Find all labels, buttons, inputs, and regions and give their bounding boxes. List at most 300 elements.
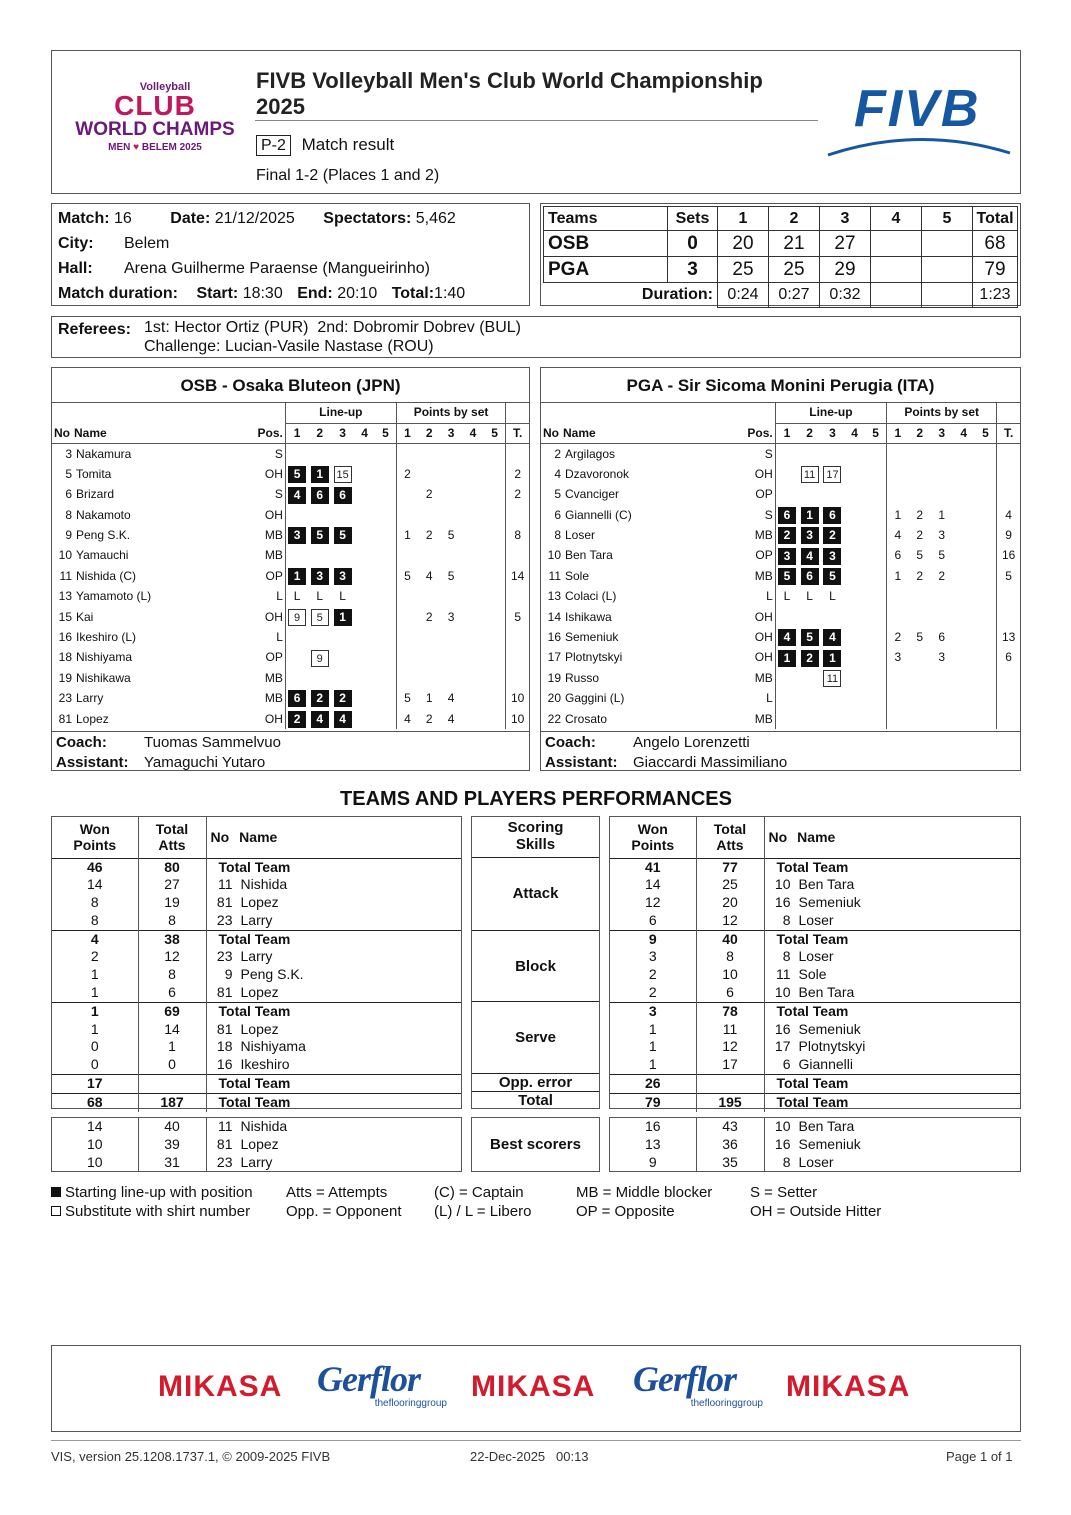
total-atts: 0 <box>138 1056 206 1074</box>
player-no: 18 <box>216 1038 233 1055</box>
lineup-cell <box>865 648 886 668</box>
team-b-title: PGA - Sir Sicoma Monini Perugia (ITA) <box>541 368 1020 403</box>
footer-rule <box>51 1440 1021 1441</box>
team-code: PGA <box>544 257 668 283</box>
player-row <box>541 627 1020 647</box>
player-total <box>997 709 1020 729</box>
total-atts: 27 <box>138 876 206 894</box>
set-points <box>462 525 484 545</box>
player-name: Larry <box>240 911 273 928</box>
player-cell <box>764 1093 1020 1111</box>
lineup-cell <box>354 525 375 545</box>
set-points <box>887 444 909 464</box>
lineup-cell <box>798 627 821 647</box>
lineup-cell <box>821 546 844 566</box>
player-row <box>541 668 1020 688</box>
lineup-cell <box>308 688 331 708</box>
won-points: 1 <box>610 1056 696 1074</box>
set-points: 5 <box>396 688 418 708</box>
player-row <box>610 984 1020 1002</box>
player-cell <box>764 1038 1020 1056</box>
total-atts: 40 <box>138 1118 206 1136</box>
team-b-staff <box>541 731 1020 774</box>
total-header: Total <box>973 207 1018 231</box>
best-scorer-row <box>610 1118 1020 1136</box>
player-pos: OH <box>264 609 283 624</box>
total-points: 68 <box>973 231 1018 257</box>
player-row <box>52 1038 461 1056</box>
starting-position: 6 <box>823 507 841 524</box>
set-points: 6 <box>938 629 946 644</box>
legend-item: Opp. = Opponent <box>286 1203 402 1220</box>
scores-header <box>544 207 1018 231</box>
won-points: 8 <box>52 912 138 930</box>
set-5-header: 5 <box>922 207 973 231</box>
starting-position: 3 <box>311 568 329 585</box>
player-cell <box>206 1154 461 1172</box>
referees-line-1 <box>144 318 521 338</box>
player-name: Semeniuk <box>565 629 619 644</box>
player-cell <box>52 505 256 525</box>
score-row-osb <box>544 231 1018 257</box>
player-name: Nishida (C) <box>76 568 137 583</box>
player-total: 9 <box>997 525 1020 545</box>
player-row <box>52 505 529 525</box>
player-row <box>541 485 1020 505</box>
starting-position: 6 <box>801 568 819 585</box>
match-row-3 <box>58 256 523 281</box>
set-points <box>396 627 418 647</box>
skill-total: Total <box>472 1091 599 1109</box>
set-points <box>931 709 953 729</box>
fivb-logo-text: FIVB <box>854 80 981 138</box>
player-name: Loser <box>798 911 834 928</box>
set-points: 5 <box>916 548 923 563</box>
player-total <box>506 668 529 688</box>
roster-blank <box>52 403 256 423</box>
player-pos: OH <box>264 507 283 522</box>
set-points <box>462 668 484 688</box>
player-row <box>52 546 529 566</box>
player-row <box>52 688 529 708</box>
start-time: 18:30 <box>242 285 283 302</box>
player-pos: OH <box>754 650 773 665</box>
player-name: Plotnytskyi <box>565 650 623 665</box>
player-name: Plotnytskyi <box>798 1038 866 1055</box>
starting-position: 5 <box>823 568 841 585</box>
player-name: Ben Tara <box>798 984 855 1001</box>
player-cell <box>206 858 461 876</box>
lineup-cell <box>775 607 798 627</box>
lineup-cell <box>775 627 798 647</box>
gerflor-logo-text: Gerflor <box>317 1359 420 1399</box>
player-pos: MB <box>754 711 773 726</box>
gerflor-logo-sub: theflooringgroup <box>374 1398 447 1409</box>
player-cell <box>764 1118 1020 1136</box>
lineup-cell <box>354 546 375 566</box>
player-row <box>52 485 529 505</box>
player-name: Total Team <box>776 930 849 947</box>
set-points <box>484 444 506 464</box>
roster-col-header <box>52 423 529 443</box>
starting-position: 3 <box>334 568 352 585</box>
lineup-cell <box>821 444 844 464</box>
scores-table <box>543 206 1018 308</box>
match-info-box <box>51 203 530 306</box>
total-atts: 17 <box>696 1056 764 1074</box>
set-points: 3 <box>938 528 946 543</box>
lineup-cell <box>375 525 396 545</box>
total-atts: 20 <box>696 894 764 912</box>
player-row <box>52 525 529 545</box>
no-header: No <box>54 425 70 440</box>
set-points <box>887 688 909 708</box>
total-atts: 12 <box>696 1038 764 1056</box>
player-name: Total Team <box>776 1093 849 1110</box>
lineup-cell <box>285 648 308 668</box>
best-scorer-row <box>52 1136 461 1154</box>
set-points <box>931 464 953 484</box>
player-cell <box>52 546 256 566</box>
set-points <box>440 464 462 484</box>
mikasa-logo: MIKASA <box>158 1370 283 1403</box>
roster-group-header <box>52 403 529 423</box>
player-name: Dzavoronok <box>565 466 630 481</box>
set-score: 25 <box>769 257 820 283</box>
lineup-cell <box>821 485 844 505</box>
player-row <box>541 709 1020 729</box>
lineup-cell <box>798 505 821 525</box>
set-points: 5 <box>447 568 455 583</box>
player-cell <box>541 648 745 668</box>
coach-name: Angelo Lorenzetti <box>633 734 750 751</box>
lineup-cell <box>865 525 886 545</box>
match-row-4 <box>58 281 523 306</box>
match-row-1 <box>58 206 523 231</box>
set-score: 21 <box>769 231 820 257</box>
header-box <box>51 50 1021 194</box>
player-no: 11 <box>217 876 233 893</box>
player-row <box>610 1021 1020 1039</box>
spectators-label: Spectators: <box>323 210 412 227</box>
lineup-cell <box>331 668 354 688</box>
won-points: 10 <box>52 1136 138 1154</box>
footer-version: VIS, version 25.1208.1737.1, © 2009-2025 FIVB <box>51 1449 331 1464</box>
assistant-label: Assistant: <box>545 754 618 771</box>
lineup-cell <box>844 464 865 484</box>
skill-block: Block <box>472 930 599 1002</box>
won-points: 79 <box>610 1093 696 1111</box>
starting-position: 2 <box>334 690 352 707</box>
player-name: Giannelli (C) <box>565 507 632 522</box>
set-points <box>931 587 953 607</box>
set-score <box>871 257 922 283</box>
total-atts: 14 <box>138 1021 206 1039</box>
player-cell <box>206 948 461 966</box>
player-no: 6 <box>554 507 561 522</box>
roster-table-a <box>52 403 529 729</box>
substitute-number: 9 <box>311 650 329 667</box>
player-pos: MB <box>264 670 283 685</box>
player-name: Russo <box>565 670 600 685</box>
set-number: 1 <box>396 423 418 443</box>
player-no: 11 <box>775 966 791 983</box>
set-number: 5 <box>484 423 506 443</box>
set-points <box>975 587 997 607</box>
referees-label: Referees: <box>58 321 131 338</box>
starting-position: 3 <box>778 548 796 565</box>
scores-box <box>540 203 1021 306</box>
best-skills <box>471 1117 600 1172</box>
won-points: 0 <box>52 1038 138 1056</box>
set-number: 2 <box>418 423 440 443</box>
total-atts: 77 <box>696 858 764 876</box>
player-no: 81 <box>216 1135 233 1152</box>
lineup-cell <box>331 546 354 566</box>
total-atts: 8 <box>696 948 764 966</box>
teams-header: Teams <box>544 207 668 231</box>
player-total <box>997 485 1020 505</box>
lineup-cell <box>354 505 375 525</box>
lineup-cell <box>331 709 354 729</box>
lineup-cell <box>844 607 865 627</box>
lineup-cell <box>844 546 865 566</box>
name-header: Name <box>239 829 278 846</box>
lineup-cell <box>865 709 886 729</box>
player-total <box>506 648 529 668</box>
starting-position: 5 <box>311 527 329 544</box>
lineup-cell <box>375 444 396 464</box>
player-no: 11 <box>217 1118 233 1134</box>
player-row <box>52 984 461 1002</box>
set-points <box>462 546 484 566</box>
set-points <box>953 709 975 729</box>
lineup-cell <box>354 709 375 729</box>
total-atts: 43 <box>696 1118 764 1136</box>
set-points <box>975 505 997 525</box>
player-pos: MB <box>264 691 283 706</box>
lineup-cell <box>844 566 865 586</box>
player-row <box>52 566 529 586</box>
hall-label: Hall: <box>58 260 93 277</box>
set-number: 1 <box>887 423 909 443</box>
lineup-cell <box>865 688 886 708</box>
player-pos: S <box>274 487 283 502</box>
set-points <box>418 444 440 464</box>
set-duration <box>922 283 973 308</box>
player-no: 2 <box>554 446 561 461</box>
player-name: Nakamura <box>76 446 132 461</box>
player-cell <box>764 858 1020 876</box>
roster-blank <box>541 403 745 423</box>
set-points <box>396 648 418 668</box>
player-cell <box>541 709 745 729</box>
lineup-cell <box>354 648 375 668</box>
starting-position: 1 <box>334 609 352 626</box>
lineup-cell <box>375 668 396 688</box>
player-no: 16 <box>774 1135 791 1152</box>
match-label: Match: <box>58 210 110 227</box>
player-cell <box>541 587 745 607</box>
player-row <box>52 1021 461 1039</box>
set-points <box>909 464 931 484</box>
won-points: 16 <box>610 1118 696 1136</box>
player-row <box>52 948 461 966</box>
player-no: 15 <box>58 609 72 624</box>
player-pos: OP <box>755 548 773 563</box>
player-pos: OP <box>755 487 773 502</box>
lineup-cell <box>285 464 308 484</box>
substitute-number: 11 <box>823 670 841 687</box>
player-pos: L <box>276 589 283 604</box>
roster-blank <box>997 403 1020 423</box>
player-name: Ben Tara <box>565 548 613 563</box>
player-pos: MB <box>754 568 773 583</box>
set-points <box>953 546 975 566</box>
total-atts <box>696 1075 764 1094</box>
player-row <box>541 464 1020 484</box>
player-cell <box>206 1136 461 1154</box>
player-row <box>52 894 461 912</box>
player-no: 5 <box>554 487 561 502</box>
player-name: Semeniuk <box>798 894 861 911</box>
player-no: 18 <box>58 650 72 665</box>
set-number: 4 <box>844 423 865 443</box>
won-points: 13 <box>610 1136 696 1154</box>
player-name: Brizard <box>76 487 115 502</box>
player-total: 14 <box>506 566 529 586</box>
lineup-cell <box>821 709 844 729</box>
set-points <box>931 668 953 688</box>
legend-item: (L) / L = Libero <box>434 1203 532 1220</box>
set-points <box>484 688 506 708</box>
set-points <box>396 505 418 525</box>
total-atts-header: Total Atts <box>138 817 206 858</box>
set-points <box>484 607 506 627</box>
logo-sub <box>60 140 250 156</box>
player-pos: OH <box>754 609 773 624</box>
player-name: Kai <box>76 609 94 624</box>
lineup-cell <box>331 648 354 668</box>
perf-header-row <box>52 817 461 858</box>
lineup-header: Line-up <box>775 403 886 423</box>
set-points <box>440 505 462 525</box>
player-pos: OH <box>754 466 773 481</box>
player-pos: L <box>276 629 283 644</box>
title-rule <box>255 120 818 121</box>
set-points <box>953 566 975 586</box>
lineup-cell <box>844 444 865 464</box>
legend-item: (C) = Captain <box>434 1184 524 1201</box>
player-cell <box>52 587 256 607</box>
player-name: Total Team <box>218 1075 291 1092</box>
player-name: Ishikawa <box>565 609 612 624</box>
legend-item: OH = Outside Hitter <box>750 1203 882 1220</box>
player-cell <box>764 948 1020 966</box>
set-score <box>922 231 973 257</box>
set-points: 5 <box>396 566 418 586</box>
perf-team-a <box>51 816 462 1109</box>
won-points: 1 <box>610 1038 696 1056</box>
lineup-cell <box>375 648 396 668</box>
player-total: 6 <box>997 648 1020 668</box>
legend-item: S = Setter <box>750 1184 818 1201</box>
lineup-cell <box>308 444 331 464</box>
duration-row <box>544 283 1018 308</box>
skill-opp-error: Opp. error <box>472 1073 599 1091</box>
player-total: 5 <box>997 566 1020 586</box>
lineup-cell <box>798 485 821 505</box>
player-no: 81 <box>216 984 233 1001</box>
total-atts: 36 <box>696 1136 764 1154</box>
lineup-cell <box>354 485 375 505</box>
filled-square-icon <box>51 1187 61 1197</box>
player-cell <box>52 464 256 484</box>
empty-square-icon <box>51 1206 61 1216</box>
set-points <box>975 546 997 566</box>
player-pos: S <box>764 446 773 461</box>
gerflor-logo <box>633 1360 763 1409</box>
set-points <box>484 587 506 607</box>
lineup-cell <box>775 648 798 668</box>
player-cell <box>541 525 745 545</box>
lineup-cell: L <box>285 587 308 607</box>
set-points: 2 <box>916 568 923 583</box>
lineup-cell <box>821 648 844 668</box>
player-row <box>52 587 529 607</box>
player-total: 13 <box>997 627 1020 647</box>
set-points <box>953 688 975 708</box>
player-name: Nishiyama <box>76 650 133 665</box>
set-score <box>922 257 973 283</box>
t-header: T. <box>506 423 529 443</box>
set-number: 4 <box>462 423 484 443</box>
player-name: Cvanciger <box>565 487 620 502</box>
lineup-cell <box>331 688 354 708</box>
legend-starting <box>51 1183 253 1202</box>
player-row <box>52 464 529 484</box>
player-no: 19 <box>58 670 72 685</box>
city-label: City: <box>58 235 94 252</box>
player-name: Loser <box>565 528 596 543</box>
set-points <box>484 505 506 525</box>
set-points <box>396 546 418 566</box>
match-phase: Final 1-2 (Places 1 and 2) <box>256 167 440 184</box>
lineup-cell <box>331 464 354 484</box>
set-points <box>909 709 931 729</box>
lineup-cell <box>285 566 308 586</box>
lineup-cell <box>354 688 375 708</box>
player-no: 11 <box>59 568 72 583</box>
lineup-cell <box>354 627 375 647</box>
player-no: 10 <box>58 548 72 563</box>
best-table-b <box>610 1118 1020 1171</box>
set-points <box>909 485 931 505</box>
set-points <box>931 607 953 627</box>
set-points <box>440 546 462 566</box>
player-no: 8 <box>65 507 72 522</box>
set-points <box>418 464 440 484</box>
team-code: OSB <box>544 231 668 257</box>
player-row <box>52 648 529 668</box>
player-no: 81 <box>216 1020 233 1037</box>
player-cell <box>764 1136 1020 1154</box>
won-points: 1 <box>610 1021 696 1039</box>
roster-blank <box>506 403 529 423</box>
player-cell <box>541 668 745 688</box>
total-team-row <box>52 1075 461 1094</box>
player-name: Total Team <box>218 858 291 875</box>
